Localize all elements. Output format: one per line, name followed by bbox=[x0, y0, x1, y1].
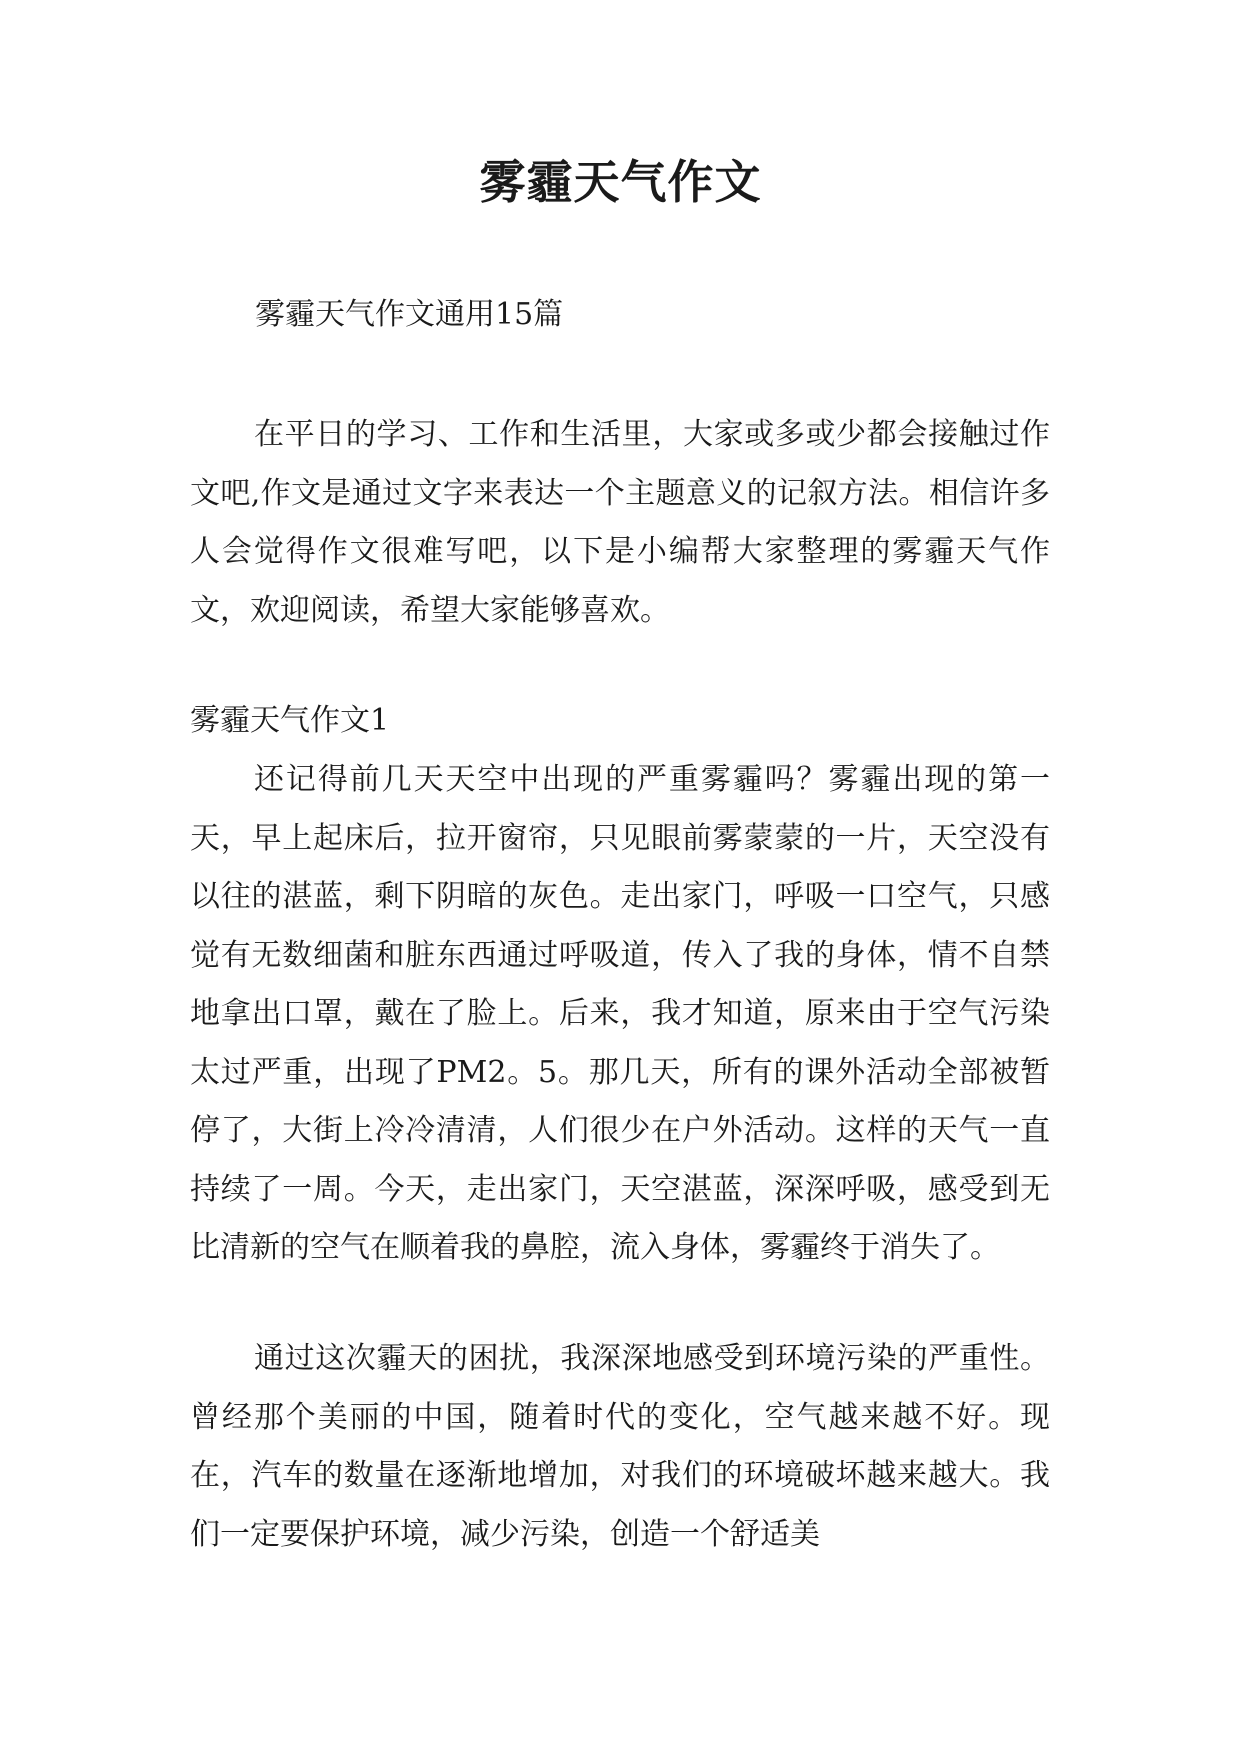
document-subtitle: 雾霾天气作文通用15篇 bbox=[255, 297, 564, 332]
page-title: 雾霾天气作文 bbox=[479, 155, 762, 209]
intro-paragraph: 在平日的学习、工作和生活里，大家或多或少都会接触过作文吧,作文是通过文字来表达一个主题意义的记叙方法。相信许多人会觉得作文很难写吧，以下是小编帮大家整理的雾霾天气作文，欢迎阅读，希望大家能够喜欢。 bbox=[190, 417, 1050, 628]
essay-paragraph-1: 还记得前几天天空中出现的严重雾霾吗？雾霾出现的第一天，早上起床后，拉开窗帘，只见眼前雾蒙蒙的一片，天空没有以往的湛蓝，剩下阴暗的灰色。走出家门，呼吸一口空气，只感觉有无数细菌和脏东西通过呼吸道，传入了我的身体，情不自禁地拿出口罩，戴在了脸上。后来，我才知道，原来由于空气污染太过严重，出现了PM2。5。那几天，所有的课外活动全部被暂停了，大街上冷冷清清，人们很少在户外活动。这样的天气一直持续了一周。今天，走出家门，天空湛蓝，深深呼吸，感受到无比清新的空气在顺着我的鼻腔，流入身体，雾霾终于消失了。 bbox=[190, 762, 1050, 1265]
section-heading: 雾霾天气作文1 bbox=[190, 703, 390, 738]
essay-paragraph-2: 通过这次霾天的困扰，我深深地感受到环境污染的严重性。曾经那个美丽的中国，随着时代的变化，空气越来越不好。现在，汽车的数量在逐渐地增加，对我们的环境破坏越来越大。我们一定要保护环境，减少污染，创造一个舒适美 bbox=[190, 1341, 1050, 1552]
